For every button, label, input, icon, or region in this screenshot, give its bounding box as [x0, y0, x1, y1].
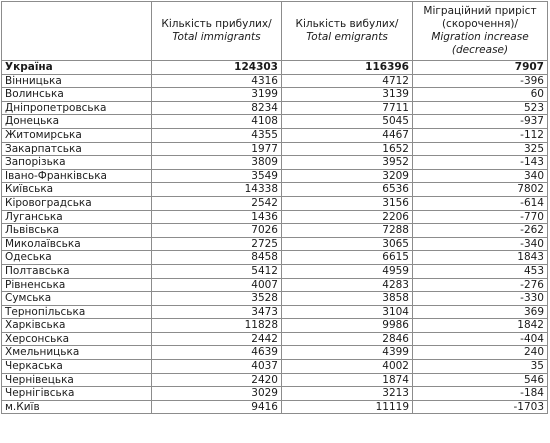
cell-region: Чернігівська	[2, 387, 152, 401]
cell-increase: 325	[413, 142, 548, 156]
table-row	[2, 332, 548, 346]
cell-emigrants: 2846	[282, 332, 413, 346]
table-row	[2, 237, 548, 251]
cell-immigrants: 11828	[152, 319, 282, 333]
cell-emigrants: 116396	[282, 61, 413, 75]
cell-region: Сумська	[2, 292, 152, 306]
cell-increase: -262	[413, 224, 548, 238]
table-row	[2, 169, 548, 183]
cell-region: Дніпропетровська	[2, 101, 152, 115]
cell-emigrants: 6536	[282, 183, 413, 197]
cell-immigrants: 2542	[152, 196, 282, 210]
cell-emigrants: 7711	[282, 101, 413, 115]
table-row	[2, 400, 548, 414]
cell-increase: -112	[413, 128, 548, 142]
cell-immigrants: 1977	[152, 142, 282, 156]
cell-region: м.Київ	[2, 400, 152, 414]
cell-emigrants: 6615	[282, 251, 413, 265]
cell-region: Одеська	[2, 251, 152, 265]
header-immigrants-en: Total immigrants	[172, 31, 261, 43]
cell-region: Кіровоградська	[2, 196, 152, 210]
cell-immigrants: 3549	[152, 169, 282, 183]
table-row	[2, 128, 548, 142]
cell-increase: -937	[413, 115, 548, 129]
cell-region: Хмельницька	[2, 346, 152, 360]
cell-immigrants: 4316	[152, 74, 282, 88]
cell-immigrants: 3473	[152, 305, 282, 319]
table-row	[2, 278, 548, 292]
cell-increase: -184	[413, 387, 548, 401]
table-row-total	[2, 61, 548, 75]
cell-immigrants: 124303	[152, 61, 282, 75]
header-row	[2, 2, 548, 61]
cell-emigrants: 4712	[282, 74, 413, 88]
cell-increase: 1842	[413, 319, 548, 333]
header-immigrants-ua: Кількість прибулих/	[161, 18, 272, 30]
cell-immigrants: 3528	[152, 292, 282, 306]
table-row	[2, 373, 548, 387]
cell-immigrants: 8458	[152, 251, 282, 265]
cell-region: Україна	[2, 61, 152, 75]
cell-emigrants: 3952	[282, 156, 413, 170]
header-immigrants	[152, 2, 282, 61]
cell-increase: 369	[413, 305, 548, 319]
cell-region: Черкаська	[2, 360, 152, 374]
cell-emigrants: 2206	[282, 210, 413, 224]
table-row	[2, 224, 548, 238]
cell-immigrants: 9416	[152, 400, 282, 414]
cell-region: Житомирська	[2, 128, 152, 142]
cell-region: Київська	[2, 183, 152, 197]
table-row	[2, 360, 548, 374]
cell-immigrants: 3809	[152, 156, 282, 170]
cell-emigrants: 3156	[282, 196, 413, 210]
cell-immigrants: 2725	[152, 237, 282, 251]
cell-emigrants: 3104	[282, 305, 413, 319]
cell-immigrants: 2442	[152, 332, 282, 346]
cell-increase: 453	[413, 264, 548, 278]
table-body	[2, 61, 548, 414]
cell-emigrants: 3209	[282, 169, 413, 183]
table-row	[2, 210, 548, 224]
cell-increase: -396	[413, 74, 548, 88]
cell-region: Чернівецька	[2, 373, 152, 387]
table-row	[2, 88, 548, 102]
cell-region: Тернопільська	[2, 305, 152, 319]
cell-emigrants: 9986	[282, 319, 413, 333]
cell-emigrants: 4467	[282, 128, 413, 142]
header-emigrants	[282, 2, 413, 61]
cell-immigrants: 3029	[152, 387, 282, 401]
migration-table	[1, 1, 548, 414]
cell-immigrants: 5412	[152, 264, 282, 278]
cell-emigrants: 5045	[282, 115, 413, 129]
table-row	[2, 101, 548, 115]
cell-increase: 1843	[413, 251, 548, 265]
header-increase-ua: Міграційний приріст (скорочення)/	[423, 5, 537, 30]
cell-emigrants: 4002	[282, 360, 413, 374]
cell-increase: -614	[413, 196, 548, 210]
table-row	[2, 156, 548, 170]
cell-immigrants: 14338	[152, 183, 282, 197]
table-row	[2, 292, 548, 306]
table-row	[2, 264, 548, 278]
table-row	[2, 319, 548, 333]
cell-increase: -330	[413, 292, 548, 306]
cell-immigrants: 4037	[152, 360, 282, 374]
cell-immigrants: 7026	[152, 224, 282, 238]
header-emigrants-en: Total emigrants	[306, 31, 388, 43]
cell-increase: -276	[413, 278, 548, 292]
cell-emigrants: 4959	[282, 264, 413, 278]
cell-region: Вінницька	[2, 74, 152, 88]
cell-increase: 240	[413, 346, 548, 360]
cell-region: Донецька	[2, 115, 152, 129]
cell-emigrants: 11119	[282, 400, 413, 414]
cell-region: Закарпатська	[2, 142, 152, 156]
cell-region: Миколаївська	[2, 237, 152, 251]
cell-emigrants: 7288	[282, 224, 413, 238]
table-row	[2, 387, 548, 401]
cell-increase: 7802	[413, 183, 548, 197]
header-increase-en: Migration increase (decrease)	[431, 31, 529, 56]
cell-immigrants: 8234	[152, 101, 282, 115]
cell-region: Полтавська	[2, 264, 152, 278]
cell-immigrants: 4355	[152, 128, 282, 142]
cell-increase: -143	[413, 156, 548, 170]
cell-emigrants: 3139	[282, 88, 413, 102]
cell-region: Луганська	[2, 210, 152, 224]
cell-emigrants: 4283	[282, 278, 413, 292]
cell-increase: 60	[413, 88, 548, 102]
cell-increase: 7907	[413, 61, 548, 75]
header-emigrants-ua: Кількість вибулих/	[295, 18, 399, 30]
cell-region: Івано-Франківська	[2, 169, 152, 183]
cell-region: Запорізька	[2, 156, 152, 170]
cell-immigrants: 4108	[152, 115, 282, 129]
cell-emigrants: 3213	[282, 387, 413, 401]
cell-increase: 35	[413, 360, 548, 374]
cell-region: Рівненська	[2, 278, 152, 292]
cell-emigrants: 1652	[282, 142, 413, 156]
cell-immigrants: 4007	[152, 278, 282, 292]
cell-emigrants: 3065	[282, 237, 413, 251]
cell-immigrants: 3199	[152, 88, 282, 102]
cell-increase: -770	[413, 210, 548, 224]
header-region	[2, 2, 152, 61]
table-row	[2, 346, 548, 360]
table-row	[2, 142, 548, 156]
cell-immigrants: 2420	[152, 373, 282, 387]
cell-increase: -404	[413, 332, 548, 346]
cell-increase: 340	[413, 169, 548, 183]
cell-emigrants: 1874	[282, 373, 413, 387]
table-header	[2, 2, 548, 61]
table-row	[2, 305, 548, 319]
table-row	[2, 115, 548, 129]
cell-immigrants: 1436	[152, 210, 282, 224]
cell-increase: -340	[413, 237, 548, 251]
header-increase	[413, 2, 548, 61]
cell-region: Харківська	[2, 319, 152, 333]
table-row	[2, 196, 548, 210]
cell-increase: 546	[413, 373, 548, 387]
cell-region: Львівська	[2, 224, 152, 238]
cell-emigrants: 4399	[282, 346, 413, 360]
cell-region: Херсонська	[2, 332, 152, 346]
cell-immigrants: 4639	[152, 346, 282, 360]
cell-increase: -1703	[413, 400, 548, 414]
cell-increase: 523	[413, 101, 548, 115]
table-row	[2, 251, 548, 265]
table-row	[2, 74, 548, 88]
cell-region: Волинська	[2, 88, 152, 102]
cell-emigrants: 3858	[282, 292, 413, 306]
table-row	[2, 183, 548, 197]
